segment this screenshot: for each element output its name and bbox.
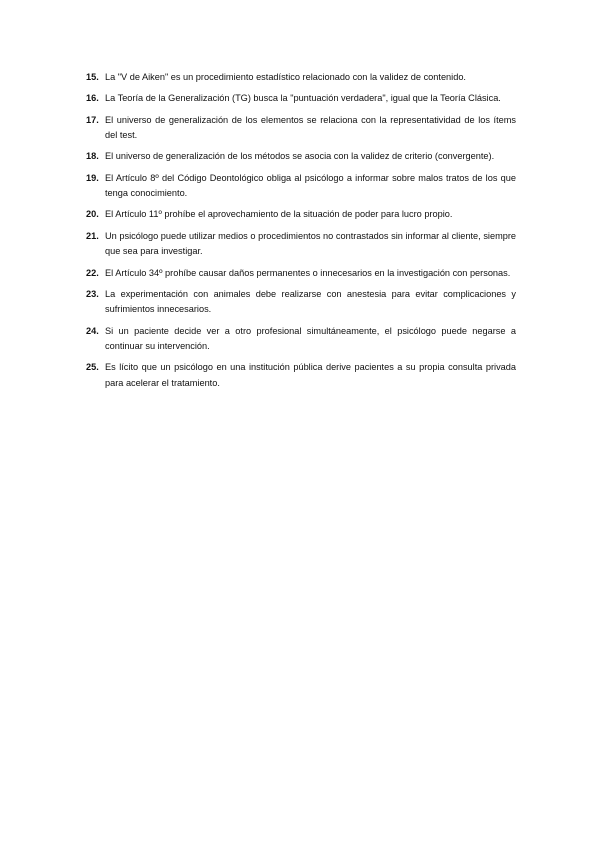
question-text: El Artículo 34º prohíbe causar daños permanentes o innecesarios en la investigación con personas. xyxy=(105,267,511,278)
question-item xyxy=(86,171,516,202)
question-text: La experimentación con animales debe realizarse con anestesia para evitar complicaciones y sufrimientos innecesarios. xyxy=(105,288,516,315)
question-text: La "V de Aiken" es un procedimiento estadístico relacionado con la validez de contenido. xyxy=(105,72,466,82)
question-number: 19. xyxy=(86,172,99,183)
question-item xyxy=(86,113,516,144)
question-text: La Teoría de la Generalización (TG) busca la "puntuación verdadera", igual que la Teoría Clásica. xyxy=(105,93,501,104)
question-number: 20. xyxy=(86,209,99,220)
question-number: 24. xyxy=(86,325,99,336)
question-number: 21. xyxy=(86,230,99,241)
question-item xyxy=(86,91,516,107)
question-item xyxy=(86,70,516,86)
question-text: El universo de generalización de los métodos se asocia con la validez de criterio (convergente). xyxy=(105,151,495,162)
question-text: El Artículo 11º prohíbe el aprovechamiento de la situación de poder para lucro propio. xyxy=(105,209,453,220)
question-list xyxy=(86,70,516,397)
question-text: El universo de generalización de los elementos se relaciona con la representatividad de los ítems del test. xyxy=(105,114,516,141)
question-number: 25. xyxy=(86,362,99,373)
question-text: El Artículo 8º del Código Deontológico obliga al psicólogo a informar sobre malos tratos de los que tenga conocimiento. xyxy=(105,172,516,199)
question-number: 17. xyxy=(86,114,99,125)
question-number: 16. xyxy=(86,93,99,104)
question-text: Es lícito que un psicólogo en una institución pública derive pacientes a su propia consulta privada para acelerar el tratamiento. xyxy=(105,362,516,388)
question-number: 15. xyxy=(86,72,99,82)
question-item xyxy=(86,149,516,165)
question-item xyxy=(86,287,516,318)
question-item xyxy=(86,360,516,391)
question-text: Si un paciente decide ver a otro profesional simultáneamente, el psicólogo puede negarse a continuar su intervención. xyxy=(105,325,516,352)
question-number: 23. xyxy=(86,288,99,299)
question-number: 18. xyxy=(86,151,99,162)
question-item xyxy=(86,324,516,355)
question-item xyxy=(86,266,516,282)
question-text: Un psicólogo puede utilizar medios o procedimientos no contrastados sin informar al cliente, siempre que sea para investigar. xyxy=(105,230,516,257)
question-number: 22. xyxy=(86,267,99,278)
question-item xyxy=(86,229,516,260)
question-item xyxy=(86,207,516,223)
